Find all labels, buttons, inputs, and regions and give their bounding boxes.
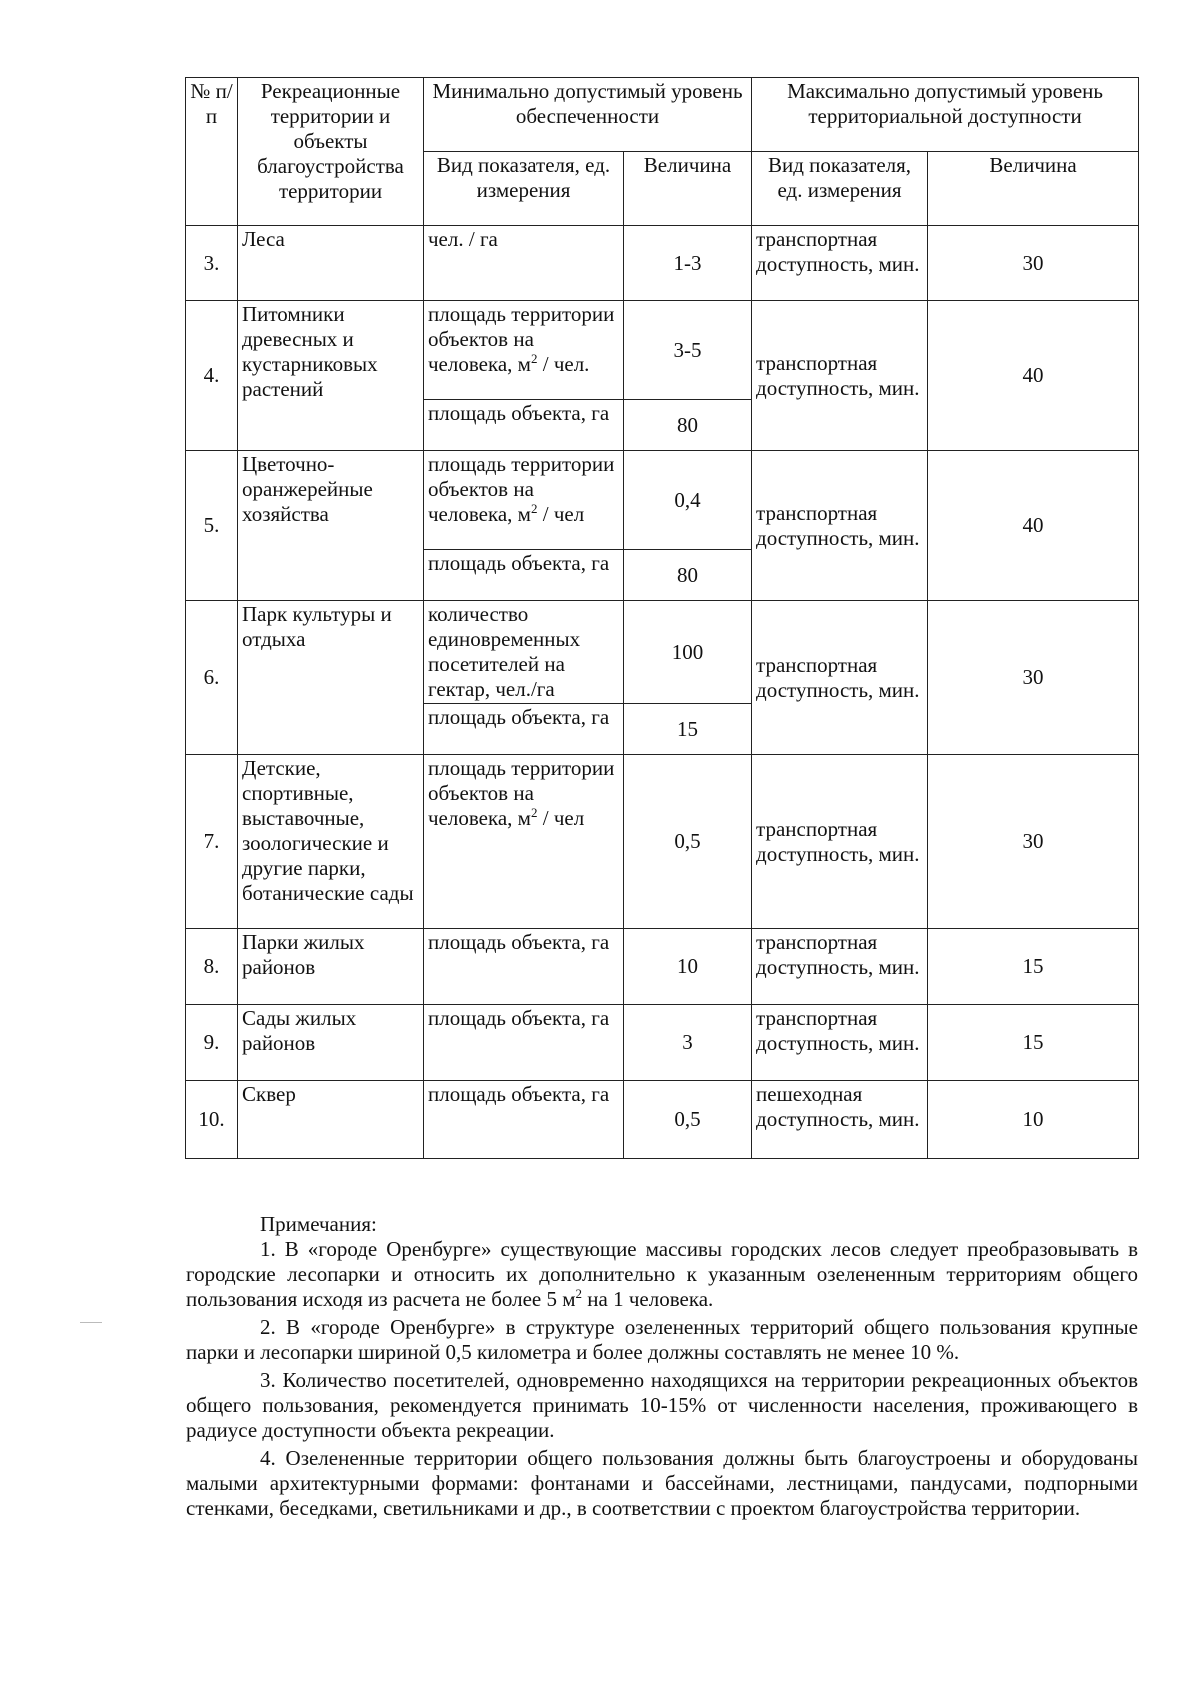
row-access-value: 15: [928, 929, 1139, 1005]
row-territory: Сквер: [238, 1081, 424, 1159]
note-3: 3. Количество посетителей, одновременно находящихся на территории рекреационных объектов общего пользования, рекомендуется принимать 10-15% от численности населения, проживающего в радиусе доступности объекта рекреации.: [186, 1368, 1138, 1442]
note-2: 2. В «городе Оренбурге» в структуре озелененных территорий общего пользования крупные парки и лесопарки шириной 0,5 километра и более должны составлять не менее 10 %.: [186, 1315, 1138, 1364]
row-number: 3.: [186, 226, 238, 301]
indicator-text: площадь территории объектов на человека, м: [428, 302, 615, 376]
header-max-value: Величина: [928, 152, 1139, 226]
row-value: 80: [624, 400, 752, 451]
note-1-text: 1. В «городе Оренбурге» существующие массивы городских лесов следует преобразовывать в городские лесопарки и относить их дополнительно к указанным озелененным территориям общего пользования исходя из расчета не более 5 м: [186, 1237, 1138, 1311]
header-min-level: Минимально допустимый уровень обеспеченности: [424, 78, 752, 152]
row-territory: Детские, спортивные, выставочные, зоологические и другие парки, ботанические сады: [238, 755, 424, 929]
table-row: [186, 226, 1139, 301]
header-min-value: Величина: [624, 152, 752, 226]
header-max-level: Максимально допустимый уровень территориальной доступности: [752, 78, 1139, 152]
row-indicator: [424, 301, 624, 400]
row-number: 9.: [186, 1005, 238, 1081]
table-row: [186, 301, 1139, 400]
row-indicator: площадь объекта, га: [424, 929, 624, 1005]
table-row: [186, 1081, 1139, 1159]
table-row: [186, 1005, 1139, 1081]
header-min-indicator: Вид показателя, ед. измерения: [424, 152, 624, 226]
row-number: 6.: [186, 601, 238, 755]
superscript: 2: [530, 351, 538, 366]
row-indicator: [424, 451, 624, 550]
row-number: 5.: [186, 451, 238, 601]
row-territory: Сады жилых районов: [238, 1005, 424, 1081]
row-indicator: площадь объекта, га: [424, 1005, 624, 1081]
row-indicator: [424, 755, 624, 929]
row-value: 1-3: [624, 226, 752, 301]
notes-section: [186, 1212, 1138, 1524]
header-num: № п/п: [186, 78, 238, 226]
note-1: [186, 1237, 1138, 1312]
row-access-value: 30: [928, 601, 1139, 755]
note-4: 4. Озелененные территории общего пользования должны быть благоустроены и оборудованы малыми архитектурными формами: фонтанами и бассейнами, лестницами, пандусами, подпорными стенками, беседками, светильниками и др., в соответствии с проектом благоустройства территории.: [186, 1446, 1138, 1520]
row-indicator: количество единовременных посетителей на гектар, чел./га: [424, 601, 624, 704]
row-value: 0,5: [624, 1081, 752, 1159]
superscript: 2: [530, 501, 538, 516]
row-indicator: площадь объекта, га: [424, 704, 624, 755]
superscript: 2: [575, 1286, 583, 1301]
indicator-unit: / чел: [537, 806, 585, 830]
recreation-norms-table: [185, 77, 1139, 1159]
row-territory: Цветочно-оранжерейные хозяйства: [238, 451, 424, 601]
indicator-text: площадь территории объектов на человека, м: [428, 452, 615, 526]
row-value: 0,4: [624, 451, 752, 550]
row-access-type: транспортная доступность, мин.: [752, 226, 928, 301]
row-territory: Парки жилых районов: [238, 929, 424, 1005]
table-header-row: [186, 78, 1139, 152]
row-indicator: площадь объекта, га: [424, 400, 624, 451]
row-access-value: 10: [928, 1081, 1139, 1159]
row-access-value: 40: [928, 451, 1139, 601]
row-number: 10.: [186, 1081, 238, 1159]
indicator-text: площадь территории объектов на человека, м: [428, 756, 615, 830]
row-value: 3: [624, 1005, 752, 1081]
row-value: 80: [624, 550, 752, 601]
row-value: 0,5: [624, 755, 752, 929]
row-access-value: 15: [928, 1005, 1139, 1081]
row-territory: Питомники древесных и кустарниковых растений: [238, 301, 424, 451]
row-value: 100: [624, 601, 752, 704]
indicator-unit: / чел: [537, 502, 585, 526]
row-territory: Парк культуры и отдыха: [238, 601, 424, 755]
row-number: 4.: [186, 301, 238, 451]
indicator-unit: / чел.: [537, 352, 590, 376]
table-row: [186, 929, 1139, 1005]
row-access-type: пешеходная доступность, мин.: [752, 1081, 928, 1159]
row-access-value: 40: [928, 301, 1139, 451]
header-territory: Рекреационные территории и объекты благоустройства территории: [238, 78, 424, 226]
row-territory: Леса: [238, 226, 424, 301]
row-access-value: 30: [928, 755, 1139, 929]
row-number: 7.: [186, 755, 238, 929]
note-1-tail: на 1 человека.: [582, 1287, 714, 1311]
row-access-value: 30: [928, 226, 1139, 301]
table-row: [186, 451, 1139, 550]
row-indicator: чел. / га: [424, 226, 624, 301]
superscript: 2: [530, 805, 538, 820]
row-access-type: транспортная доступность, мин.: [752, 755, 928, 929]
row-value: 15: [624, 704, 752, 755]
table-row: [186, 755, 1139, 929]
row-access-type: транспортная доступность, мин.: [752, 601, 928, 755]
row-access-type: транспортная доступность, мин.: [752, 929, 928, 1005]
row-indicator: площадь объекта, га: [424, 550, 624, 601]
notes-title: Примечания:: [260, 1212, 377, 1236]
row-access-type: транспортная доступность, мин.: [752, 451, 928, 601]
scan-mark: [80, 1322, 102, 1323]
header-max-indicator: Вид показателя, ед. измерения: [752, 152, 928, 226]
row-access-type: транспортная доступность, мин.: [752, 1005, 928, 1081]
row-number: 8.: [186, 929, 238, 1005]
row-value: 3-5: [624, 301, 752, 400]
table-row: [186, 601, 1139, 704]
row-indicator: площадь объекта, га: [424, 1081, 624, 1159]
row-value: 10: [624, 929, 752, 1005]
row-access-type: транспортная доступность, мин.: [752, 301, 928, 451]
